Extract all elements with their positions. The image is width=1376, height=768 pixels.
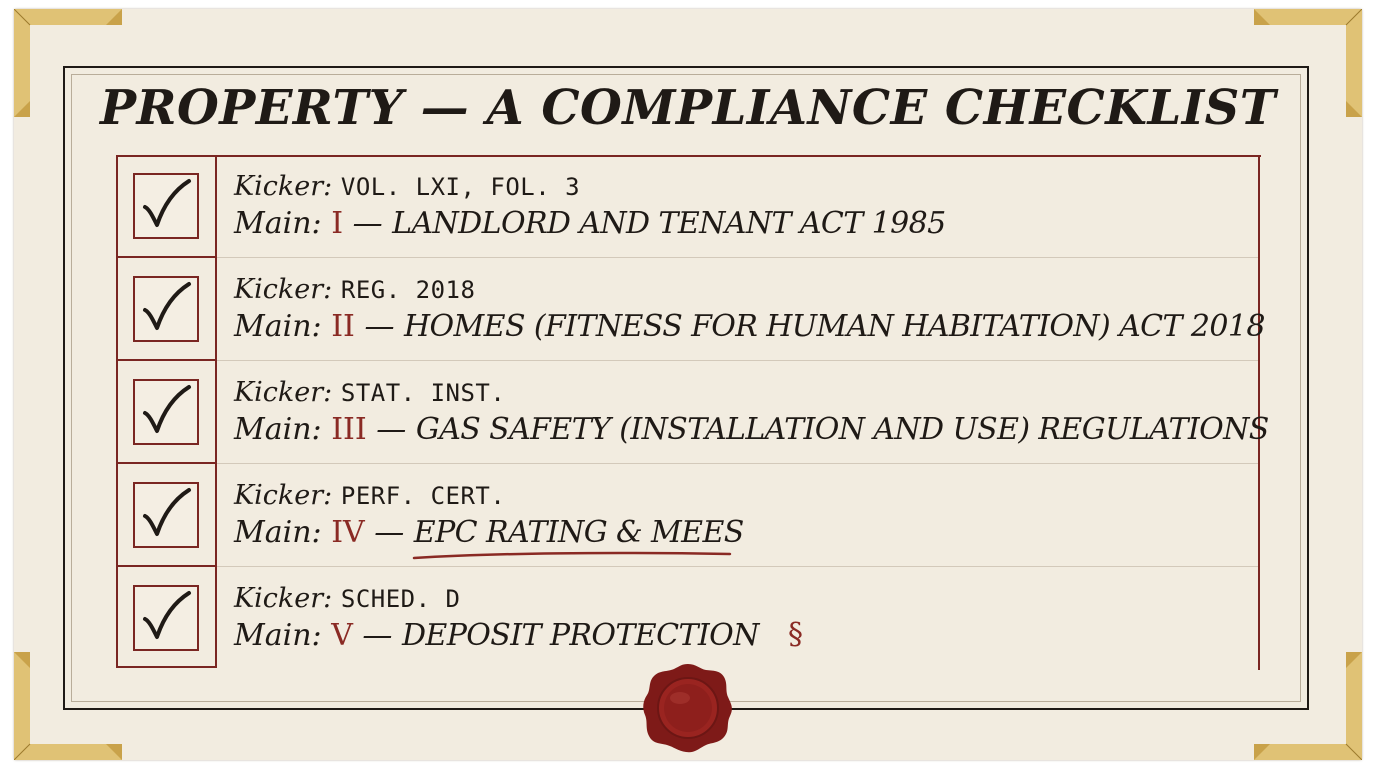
kicker-label: Kicker: bbox=[234, 480, 333, 511]
roman-numeral: II bbox=[331, 309, 355, 344]
kicker-line bbox=[234, 169, 580, 205]
checkmark-icon bbox=[139, 486, 195, 542]
item-text: LANDLORD AND TENANT ACT 1985 bbox=[392, 206, 946, 241]
roman-numeral: V bbox=[331, 618, 353, 653]
main-label: Main: bbox=[234, 515, 322, 550]
separator: — bbox=[364, 309, 395, 344]
checkmark-icon bbox=[139, 383, 195, 439]
checkmark-icon bbox=[139, 280, 195, 336]
main-label: Main: bbox=[234, 309, 322, 344]
roman-numeral: I bbox=[331, 206, 344, 241]
separator: — bbox=[352, 206, 383, 241]
section-mark: § bbox=[788, 617, 803, 652]
kicker-value: STAT. INST. bbox=[340, 379, 506, 407]
checklist-row bbox=[116, 567, 1260, 670]
item-text: GAS SAFETY (INSTALLATION AND USE) REGULATIONS bbox=[415, 412, 1269, 447]
separator: — bbox=[362, 618, 393, 653]
kicker-line bbox=[234, 581, 460, 617]
kicker-label: Kicker: bbox=[234, 583, 333, 614]
checklist-row bbox=[116, 155, 1260, 258]
main-label: Main: bbox=[234, 618, 322, 653]
checklist-row bbox=[116, 258, 1265, 361]
main-line bbox=[234, 410, 1269, 450]
checkmark-icon bbox=[139, 177, 195, 233]
separator: — bbox=[374, 515, 405, 550]
kicker-line bbox=[234, 375, 505, 411]
kicker-value: REG. 2018 bbox=[340, 276, 476, 304]
underlined-item bbox=[414, 513, 744, 553]
main-line bbox=[234, 204, 946, 244]
checkbox[interactable] bbox=[133, 173, 199, 239]
kicker-value: SCHED. D bbox=[340, 585, 461, 613]
kicker-value: VOL. LXI, FOL. 3 bbox=[340, 173, 581, 201]
kicker-label: Kicker: bbox=[234, 171, 333, 202]
checkbox[interactable] bbox=[133, 482, 199, 548]
main-line bbox=[234, 307, 1265, 347]
checkbox[interactable] bbox=[133, 379, 199, 445]
separator: — bbox=[376, 412, 407, 447]
kicker-line bbox=[234, 478, 505, 514]
underline-stroke bbox=[412, 549, 742, 563]
main-line bbox=[234, 513, 744, 553]
kicker-line bbox=[234, 272, 475, 308]
item-text: EPC RATING & MEES bbox=[413, 515, 744, 550]
main-label: Main: bbox=[234, 412, 322, 447]
kicker-label: Kicker: bbox=[234, 274, 333, 305]
checklist-row bbox=[116, 464, 1260, 567]
main-label: Main: bbox=[234, 206, 322, 241]
roman-numeral: IV bbox=[331, 515, 365, 550]
kicker-value: PERF. CERT. bbox=[340, 482, 506, 510]
checkmark-icon bbox=[139, 589, 195, 645]
wax-seal-icon bbox=[640, 660, 736, 756]
item-text: DEPOSIT PROTECTION bbox=[401, 618, 759, 653]
item-text: HOMES (FITNESS FOR HUMAN HABITATION) ACT 2018 bbox=[403, 309, 1265, 344]
checkbox[interactable] bbox=[133, 585, 199, 651]
checkbox[interactable] bbox=[133, 276, 199, 342]
main-line bbox=[234, 616, 759, 656]
roman-numeral: III bbox=[331, 412, 367, 447]
kicker-label: Kicker: bbox=[234, 377, 333, 408]
checklist-row bbox=[116, 361, 1269, 464]
page-title: PROPERTY — A COMPLIANCE CHECKLIST bbox=[99, 80, 1277, 136]
